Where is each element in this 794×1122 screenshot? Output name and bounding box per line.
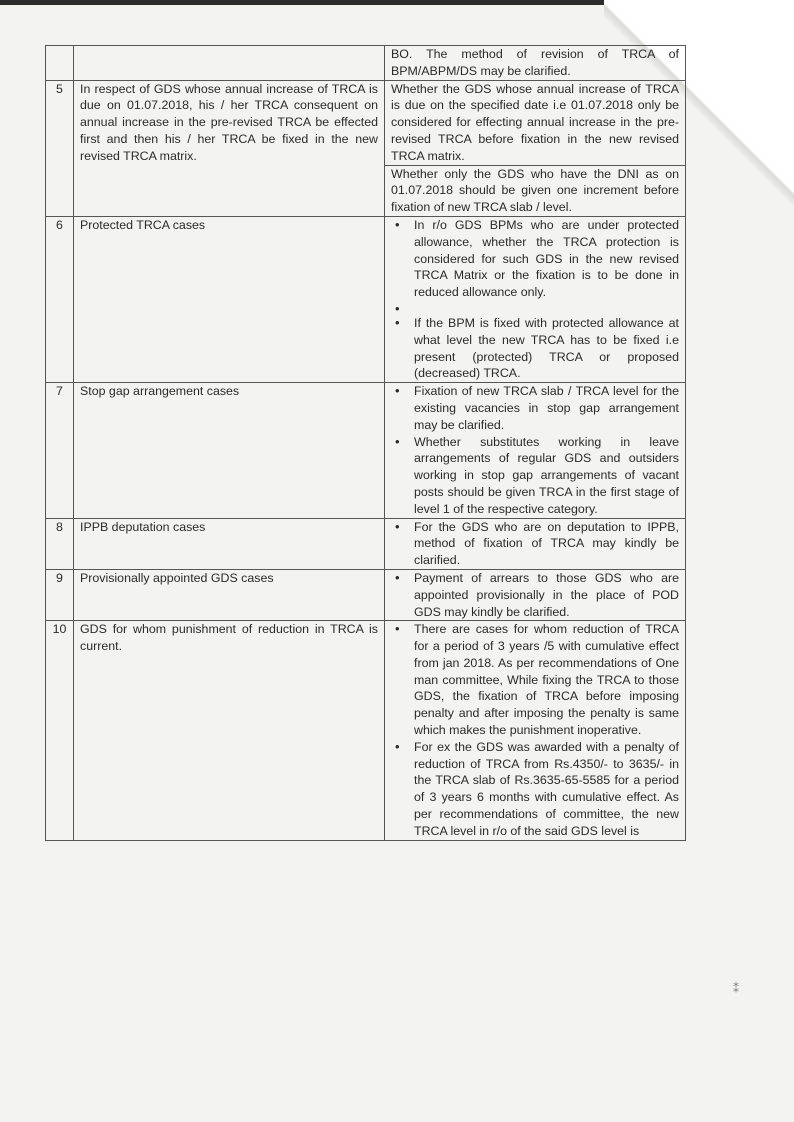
serial-number: 10 bbox=[46, 621, 74, 840]
point-spacer bbox=[391, 301, 679, 315]
table-row bbox=[46, 216, 686, 382]
serial-number: 5 bbox=[46, 80, 74, 216]
clarification-text bbox=[385, 383, 686, 518]
clarification-text bbox=[385, 80, 686, 165]
clarification-text bbox=[385, 569, 686, 620]
table-row bbox=[46, 569, 686, 620]
clarification-point: • Fixation of new TRCA slab / TRCA level for the existing vacancies in stop gap arrangement may be clarified. bbox=[391, 383, 679, 433]
table-row bbox=[46, 383, 686, 518]
clarification-point: • For ex the GDS was awarded with a penalty of reduction of TRCA from Rs.4350/- to 3635/- in the TRCA slab of Rs.3635-65-5585 for a period of 3 years 6 months with cumulative effect. As per recommendations of committee, the new TRCA level in r/o of the said GDS level is bbox=[391, 739, 679, 840]
clarification-text bbox=[385, 621, 686, 840]
table-row bbox=[46, 518, 686, 569]
clarification-points bbox=[391, 570, 679, 620]
clarification-points bbox=[391, 383, 679, 517]
issue-description bbox=[74, 46, 385, 81]
issue-description: GDS for whom punishment of reduction in TRCA is current. bbox=[74, 621, 385, 840]
table-row bbox=[46, 46, 686, 81]
issue-description: Provisionally appointed GDS cases bbox=[74, 569, 385, 620]
issue-description: IPPB deputation cases bbox=[74, 518, 385, 569]
serial-number: 8 bbox=[46, 518, 74, 569]
issue-description: Stop gap arrangement cases bbox=[74, 383, 385, 518]
clarification-points bbox=[391, 217, 679, 382]
clarification-text bbox=[385, 165, 686, 216]
clarification-point: • Whether substitutes working in leave arrangements of regular GDS and outsiders working in stop gap arrangements of vacant posts should be given TRCA in the first stage of level 1 of the respective category. bbox=[391, 434, 679, 518]
issue-description: Protected TRCA cases bbox=[74, 216, 385, 382]
serial-number: 7 bbox=[46, 383, 74, 518]
clarification-point: • If the BPM is fixed with protected allowance at what level the new TRCA has to be fixed i.e present (protected) TRCA or proposed (decreased) TRCA. bbox=[391, 315, 679, 382]
clarification-points bbox=[391, 519, 679, 569]
table-row bbox=[46, 80, 686, 165]
clarification-text bbox=[385, 46, 686, 81]
clarification-point: • For the GDS who are on deputation to IPPB, method of fixation of TRCA may kindly be clarified. bbox=[391, 519, 679, 569]
serial-number: 9 bbox=[46, 569, 74, 620]
table-row bbox=[46, 621, 686, 840]
scan-speck-icon: ⁑ bbox=[733, 982, 739, 996]
clarification-paragraph: Whether only the GDS who have the DNI as on 01.07.2018 should be given one increment before fixation of new TRCA slab / level. bbox=[391, 166, 679, 215]
serial-number: 6 bbox=[46, 216, 74, 382]
clarification-point: • There are cases for whom reduction of TRCA for a period of 3 years /5 with cumulative effect from jan 2018. As per recommendations of One man committee, While fixing the TRCA to those GDS, the fixation of TRCA before imposing penalty and after imposing the penalty is same which makes the punishment inoperative. bbox=[391, 621, 679, 739]
serial-number bbox=[46, 46, 74, 81]
clarification-point: • In r/o GDS BPMs who are under protected allowance, whether the TRCA protection is considered for such GDS in the new revised TRCA Matrix or the fixation is to be done in reduced allowance only. bbox=[391, 217, 679, 301]
clarification-points bbox=[391, 621, 679, 839]
clarification-point: • Payment of arrears to those GDS who are appointed provisionally in the place of POD GDS may kindly be clarified. bbox=[391, 570, 679, 620]
clarification-text bbox=[385, 216, 686, 382]
clarification-paragraph: BO. The method of revision of TRCA of BPM/ABPM/DS may be clarified. bbox=[391, 47, 679, 78]
clarification-table bbox=[45, 45, 686, 841]
issue-description: In respect of GDS whose annual increase of TRCA is due on 01.07.2018, his / her TRCA consequent on annual increase in the pre-revised TRCA be effected first and then his / her TRCA be fixed in the new revised TRCA matrix. bbox=[74, 80, 385, 216]
clarification-text bbox=[385, 518, 686, 569]
clarification-paragraph: Whether the GDS whose annual increase of TRCA is due on the specified date i.e 01.07.2018 only be considered for effecting annual increase in the pre-revised TRCA before fixation in the new revised TRCA matrix. bbox=[391, 81, 679, 163]
